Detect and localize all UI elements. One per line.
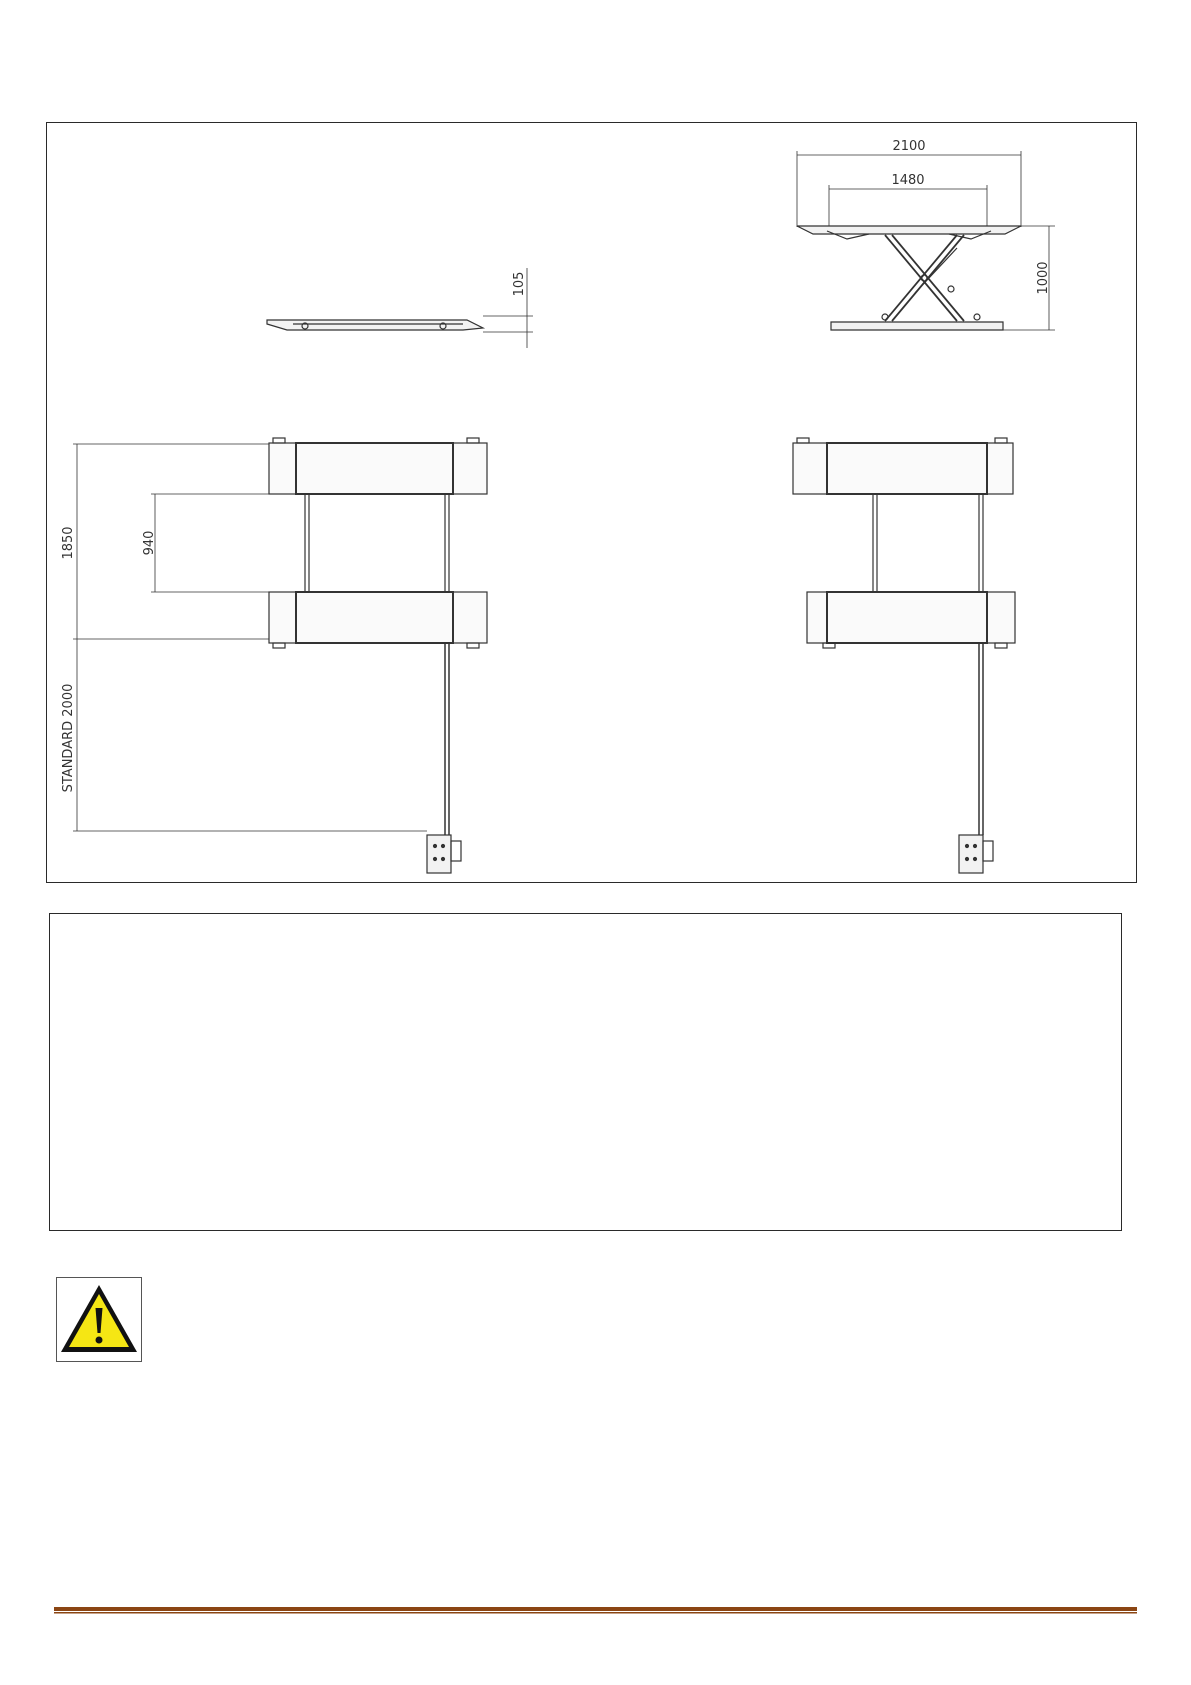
drawing-canvas bbox=[47, 123, 1138, 884]
dim-max-height: 1000 bbox=[1036, 261, 1051, 295]
side-view-lowered bbox=[267, 268, 533, 348]
top-view-right bbox=[793, 438, 1015, 873]
technical-drawing bbox=[46, 122, 1137, 883]
text-box bbox=[49, 913, 1122, 1231]
dim-inner-width: 940 bbox=[142, 530, 157, 556]
footer-rule bbox=[54, 1607, 1137, 1615]
warning-triangle-icon bbox=[57, 1278, 141, 1361]
top-view-left bbox=[73, 438, 487, 873]
dim-overall-width: 1850 bbox=[61, 526, 76, 560]
dim-hose-length: STANDARD 2000 bbox=[61, 683, 76, 793]
dim-overall-length: 2100 bbox=[892, 139, 926, 154]
dim-min-height: 105 bbox=[512, 271, 527, 297]
side-view-raised bbox=[797, 151, 1055, 330]
dim-inner-length: 1480 bbox=[891, 173, 925, 188]
warning-box bbox=[56, 1277, 142, 1362]
